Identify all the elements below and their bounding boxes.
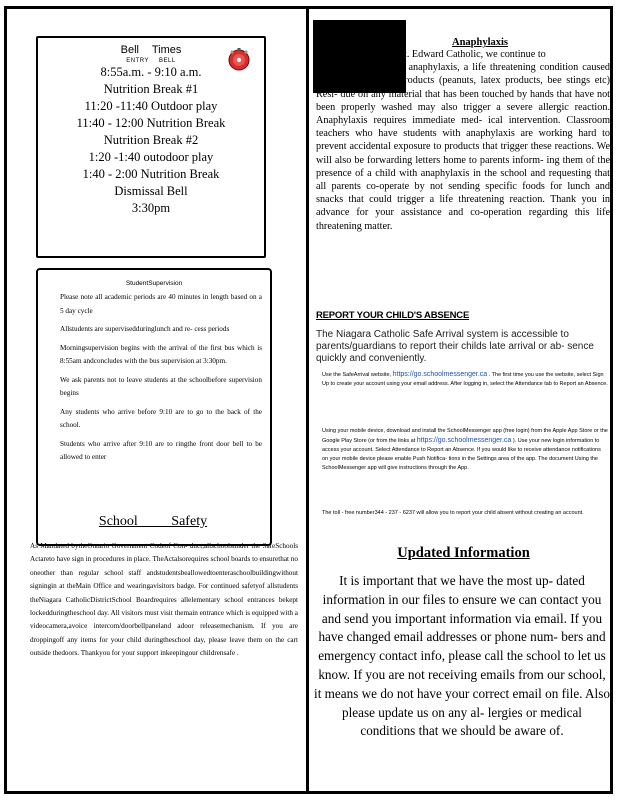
bell-time-line: Dismissal Bell — [114, 184, 188, 198]
bell-times-title: Bell Times — [120, 44, 182, 56]
absence-heading: REPORT YOUR CHILD'S ABSENCE — [316, 310, 470, 321]
updated-info-text: It is important that we have the most up- dated information in our files to ensure we can contact you and send you important information via email. If you have changed email addresses or phone num- bers and emergency contact info, please call the school to let us know. If you are not receiving emails from our school, it means we do not have your correct email on file. Also please update us on any al- lergies or medical conditions that we should be aware of. — [314, 573, 610, 739]
list-item: Any students who arrive before 9:10 are to go to the back of the school. — [60, 407, 262, 429]
bell-time-line: 1:40 - 2:00 Nutrition Break — [82, 167, 220, 181]
bell-times-box — [36, 36, 266, 258]
anaphylaxis-body: several students with anaphylaxis, a life threatening condition caused by to certain food products (peanuts, latex products, bee stings etc) Resi- due on any material that has been touched by hands that have not been properly washed may also trigger a severe allergic reaction. Anaphylaxis requires immediate med- ical intervention. Classroom teachers who have students with anaphylaxis are working hard to prevent accidental exposure to products that trigger these reactions. We will also be forwarding letters home to parents inform- ing them of the presence of a child with anaphylaxis in the school and requesting that all parents co-operate by not sending specific foods for lunch and snacks that could trigger a life threatening reaction. Thank you in advance for your assistance and co-operation regarding this life threatening matter. — [316, 62, 610, 232]
bell-time-line: 3:30pm — [131, 201, 171, 215]
anaphylaxis-first-line: t. Edward Catholic, we continue to — [404, 49, 546, 60]
list-item: Morningsupervision begins with the arrival of the first bus which is 8:55am andconcludes with the bus supervision at 3:30pm. — [60, 343, 262, 365]
bell-time-line: 8:55a.m. - 9:10 a.m. — [100, 65, 202, 79]
supervision-title: StudentSupervision — [125, 280, 183, 287]
updated-info-heading: Updated Information — [397, 545, 530, 561]
bell-time-line: 1:20 -1:40 outodoor play — [88, 150, 214, 164]
bell-time-line: 11:20 -11:40 Outdoor play — [84, 99, 218, 113]
bell-time-line: Nutrition Break #1 — [103, 82, 199, 96]
list-item: Allstudents are supervisedduringlunch and re- cess periods — [60, 325, 230, 333]
anaphylaxis-text — [316, 48, 610, 233]
absence-step-phone: The toll - free number344 - 237 - 6237 will allow you to report your child absent without creating an account. — [322, 510, 584, 516]
bell-times-subtitle: ENTRY BELL — [126, 58, 176, 64]
absence-step-app: Using your mobile device, download and install the SchoolMessenger app (free login) from the Apple App Store or the Google Play Store (or from the links at https://go.schoolmessenger.ca ). Use your new login information to access your account. Select Attendance to Report an Absence. If you would like to receive attendance notifications on your mobile device please enable Push Notifica- tions in the Settings area of the app. The document Using the SchoolMessenger app will give instructions through the App. — [322, 428, 608, 471]
school-safety-text: As Mandated bytheOntario Government Codeof Con- duct,allschoolsunder the SafeSchools Actareto have sign in procedures in place. TheActalsorequires school boards to ensurethat no oneother than regular school staff andstudentsbeallowedtoenteraschoolbuildingwithout signingin at theMain Office and wearingavisitors badge. For continued safetyof allstudents theNiagara CatholicDistrictSchool Boardrequires allelementary school entrances bekept lockedduringtheschool day. All visitors must visit themain entrance which is equipped with a videocamera,avoice intercom/doorbellpaneland adoor releasemechanism. If you are droppingoff any items for your child duringtheschool day, please leave them on the cart outside thedoors. Thankyou for your support inkeepingour childrensafe . — [30, 542, 298, 658]
schoolmessenger-link-2[interactable]: https://go.schoolmessenger.ca — [416, 437, 512, 444]
bell-times-list — [38, 64, 264, 217]
student-supervision-box — [36, 268, 272, 546]
alarm-bell-icon — [226, 46, 252, 72]
bell-time-line: 11:40 - 12:00 Nutrition Break — [76, 116, 226, 130]
absence-step-website: Use the SafeArrival website, https://go.schoolmessenger.ca . The first time you use the website, select Sign Up to create your account using your email address. After logging in, select the Attendance tab to Report an Absence. — [322, 371, 608, 387]
column-divider — [306, 6, 309, 794]
list-item: Please note all academic periods are 40 minutes in length based on a 5 day cycle — [60, 293, 262, 315]
supervision-list — [42, 291, 262, 465]
schoolmessenger-link[interactable]: https://go.schoolmessenger.ca — [392, 371, 488, 378]
list-item: We ask parents not to leave students at the schoolbefore supervision begins — [60, 375, 262, 397]
bell-time-line: Nutrition Break #2 — [103, 133, 199, 147]
list-item: Students who arrive after 9:10 are to ringthe front door bell to be allowed to enter — [60, 439, 262, 461]
school-safety-heading: School Safety — [98, 514, 208, 529]
anaphylaxis-heading: Anaphylaxis — [452, 37, 509, 48]
absence-intro: The Niagara Catholic Safe Arrival system is accessible to parents/guardians to report their childs late arrival or ab- sence quickly and conveniently. — [316, 329, 594, 364]
